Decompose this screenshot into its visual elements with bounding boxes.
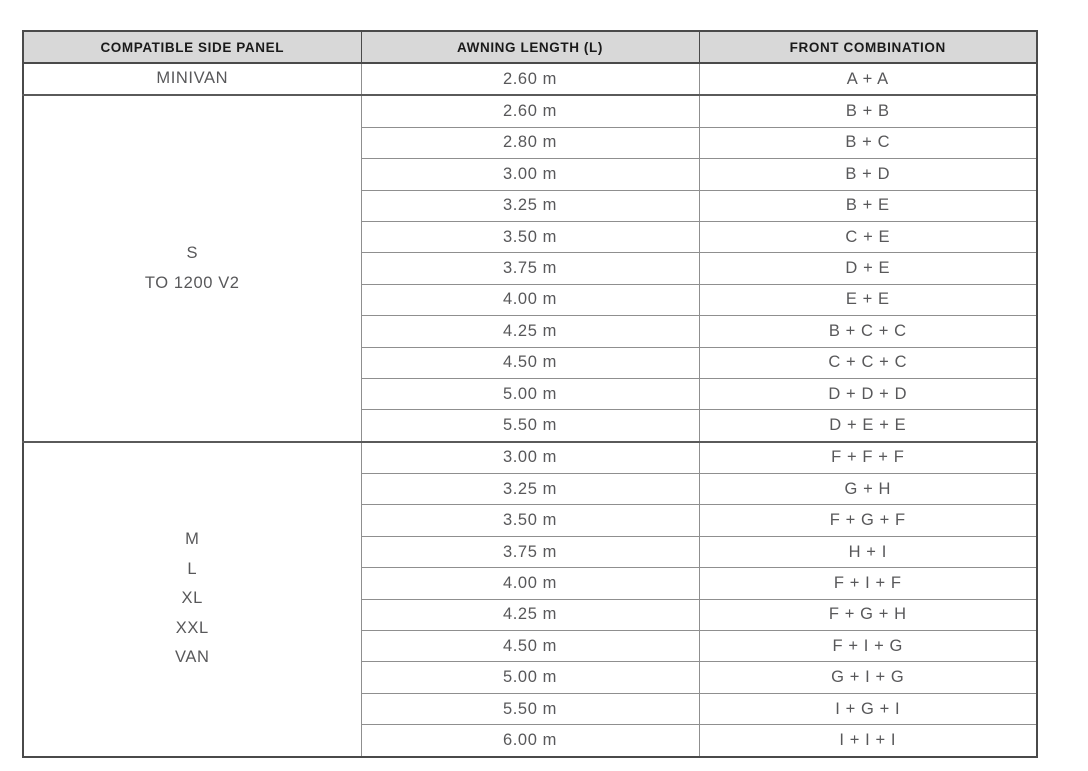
front-combination-cell: F + I + G [699, 631, 1037, 662]
front-combination-cell: F + F + F [699, 442, 1037, 474]
awning-length-cell: 4.25 m [361, 599, 699, 630]
side-panel-label: XXL [175, 618, 209, 637]
front-combination-cell: G + I + G [699, 662, 1037, 693]
awning-length-cell: 6.00 m [361, 725, 699, 757]
front-combination-cell: I + I + I [699, 725, 1037, 757]
awning-length-cell: 5.00 m [361, 662, 699, 693]
front-combination-cell: G + H [699, 474, 1037, 505]
awning-length-cell: 4.00 m [361, 568, 699, 599]
awning-length-cell: 4.50 m [361, 631, 699, 662]
side-panel-cell [23, 63, 361, 95]
table-row [23, 63, 1037, 95]
awning-length-cell: 3.25 m [361, 474, 699, 505]
awning-length-cell: 2.60 m [361, 95, 699, 127]
awning-length-cell: 4.00 m [361, 284, 699, 315]
awning-length-cell: 3.50 m [361, 221, 699, 252]
awning-length-cell: 4.50 m [361, 347, 699, 378]
side-panel-label: MINIVAN [156, 69, 229, 88]
column-header-awning-length: AWNING LENGTH (L) [361, 31, 699, 63]
awning-length-cell: 3.00 m [361, 159, 699, 190]
front-combination-cell: B + C + C [699, 316, 1037, 347]
awning-length-cell: 3.00 m [361, 442, 699, 474]
front-combination-cell: B + E [699, 190, 1037, 221]
front-combination-cell: E + E [699, 284, 1037, 315]
front-combination-cell: C + E [699, 221, 1037, 252]
front-combination-cell: B + C [699, 127, 1037, 158]
front-combination-cell: F + G + F [699, 505, 1037, 536]
side-panel-label: VAN [174, 648, 210, 667]
awning-length-cell: 2.60 m [361, 63, 699, 95]
table-body [23, 63, 1037, 757]
awning-length-cell: 5.50 m [361, 410, 699, 442]
awning-length-cell: 3.75 m [361, 253, 699, 284]
table-row [23, 442, 1037, 474]
table-header [23, 31, 1037, 63]
side-panel-label: XL [181, 589, 203, 608]
front-combination-cell: H + I [699, 536, 1037, 567]
front-combination-cell: D + D + D [699, 378, 1037, 409]
front-combination-cell: F + I + F [699, 568, 1037, 599]
awning-length-cell: 4.25 m [361, 316, 699, 347]
awning-compatibility-table-container [22, 30, 1038, 758]
front-combination-cell: D + E + E [699, 410, 1037, 442]
side-panel-label: M [185, 530, 200, 549]
awning-length-cell: 3.25 m [361, 190, 699, 221]
table-row [23, 95, 1037, 127]
column-header-front-combination: FRONT COMBINATION [699, 31, 1037, 63]
side-panel-label: L [187, 559, 198, 578]
awning-length-cell: 3.75 m [361, 536, 699, 567]
side-panel-cell [23, 95, 361, 441]
front-combination-cell: A + A [699, 63, 1037, 95]
front-combination-cell: I + G + I [699, 693, 1037, 724]
awning-length-cell: 3.50 m [361, 505, 699, 536]
awning-compatibility-table [22, 30, 1038, 758]
awning-length-cell: 5.00 m [361, 378, 699, 409]
front-combination-cell: C + C + C [699, 347, 1037, 378]
awning-length-cell: 5.50 m [361, 693, 699, 724]
front-combination-cell: D + E [699, 253, 1037, 284]
front-combination-cell: F + G + H [699, 599, 1037, 630]
side-panel-cell [23, 442, 361, 757]
side-panel-label: TO 1200 V2 [144, 273, 240, 292]
column-header-compatible-side-panel: COMPATIBLE SIDE PANEL [23, 31, 361, 63]
front-combination-cell: B + D [699, 159, 1037, 190]
awning-length-cell: 2.80 m [361, 127, 699, 158]
front-combination-cell: B + B [699, 95, 1037, 127]
side-panel-label: S [186, 244, 199, 263]
header-row [23, 31, 1037, 63]
